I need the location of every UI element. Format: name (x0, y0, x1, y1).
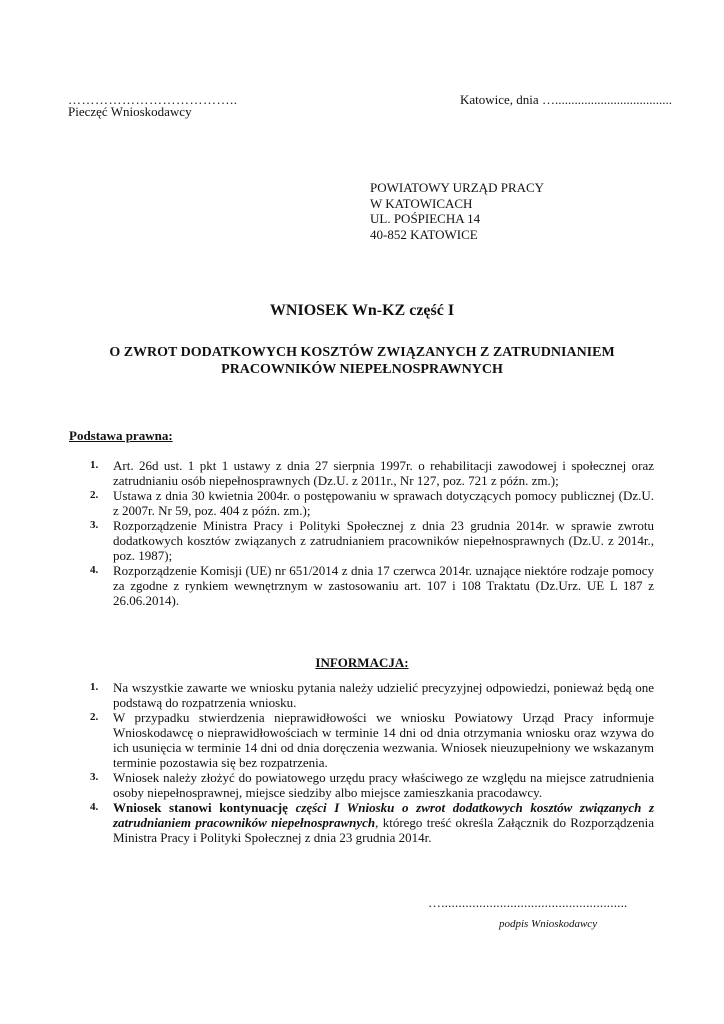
legal-basis-list (90, 458, 654, 608)
item-text: Ustawa z dnia 30 kwietnia 2004r. o postępowaniu w sprawach dotyczących pomocy publicznej (Dz.U. z 2007r. Nr 59, poz. 404 z późn. zm.); (113, 488, 654, 518)
legal-basis-item (90, 488, 654, 518)
item-number: 4. (90, 801, 99, 813)
document-subtitle (60, 344, 664, 378)
item-text: Wniosek należy złożyć do powiatowego urzędu pracy właściwego ze względu na miejsce zatrudnienia osoby niepełnosprawnej, miejsce siedziby albo miejsce zamieszkania pracodawcy. (113, 770, 654, 800)
item-number: 3. (90, 771, 99, 783)
item-text: , którego treść określa Załącznik do Rozporządzenia Ministra Pracy i Polityki Społecznej z dnia 23 grudnia 2014r. (113, 815, 654, 845)
recipient-address (370, 180, 544, 242)
item-number: 1. (90, 681, 99, 693)
item-number: 2. (90, 489, 99, 501)
item-number: 1. (90, 459, 99, 471)
address-line-4: 40-852 KATOWICE (370, 226, 478, 242)
subtitle-line-2: PRACOWNIKÓW NIEPEŁNOSPRAWNYCH (221, 362, 503, 377)
item-number: 3. (90, 519, 99, 531)
stamp-label: Pieczęć Wnioskodawcy (68, 104, 192, 119)
item-text: Na wszystkie zawarte we wniosku pytania należy udzielić precyzyjnej odpowiedzi, ponieważ będą one podstawą do rozpatrzenia wniosku. (113, 680, 654, 710)
item-text: Art. 26d ust. 1 pkt 1 ustawy z dnia 27 sierpnia 1997r. o rehabilitacji zawodowej i społecznej oraz zatrudnianiu osób niepełnosprawnych (Dz.U. z 2011r., Nr 127, poz. 721 z późn. zm.); (113, 458, 654, 488)
item-text: Rozporządzenie Ministra Pracy i Polityki Społecznej z dnia 23 grudnia 2014r. w sprawie zwrotu dodatkowych kosztów związanych z zatrudnianiem pracowników niepełnosprawnych (Dz.U. z 2014r., poz. 1987); (113, 518, 654, 563)
legal-basis-heading: Podstawa prawna: (69, 428, 173, 443)
information-item (90, 770, 654, 800)
legal-basis-item (90, 518, 654, 563)
item-text: Rozporządzenie Komisji (UE) nr 651/2014 z dnia 17 czerwca 2014r. uznające niektóre rodzaje pomocy za zgodne z rynkiem wewnętrznym w zastosowaniu art. 107 i 108 Traktatu (Dz.Urz. UE L 187 z 26.06.2014). (113, 563, 654, 608)
address-line-1: POWIATOWY URZĄD PRACY (370, 180, 545, 195)
item-bold-text: Wniosek stanowi kontynuację (113, 800, 288, 815)
information-list (90, 680, 654, 845)
information-item (90, 680, 654, 710)
signature-dots: …...................................................... (428, 895, 628, 910)
item-bold-italic-text: części I Wniosku o zwrot dodatkowych kosztów związanych z zatrudnianiem pracowników niepełnosprawnych (113, 800, 655, 830)
date-line: Katowice, dnia ….................................... (460, 92, 672, 107)
subtitle-line-1: O ZWROT DODATKOWYCH KOSZTÓW ZWIĄZANYCH Z ZATRUDNIANIEM (109, 345, 615, 360)
legal-basis-item (90, 563, 654, 608)
item-text: W przypadku stwierdzenia nieprawidłowości we wniosku Powiatowy Urząd Pracy informuje Wnioskodawcę o nieprawidłowościach w terminie 14 dni od dnia otrzymania wniosku oraz wzywa do ich usunięcia w terminie 14 dni od dnia doręczenia wezwania. Wniosek nieuzupełniony we wskazanym terminie pozostawia się bez rozpatrzenia. (113, 710, 654, 770)
address-line-3: UL. POŚPIECHA 14 (370, 211, 481, 226)
information-item (90, 800, 654, 845)
address-line-2: W KATOWICACH (370, 195, 473, 211)
signature-label: podpis Wnioskodawcy (499, 918, 598, 930)
information-item (90, 710, 654, 770)
item-number: 4. (90, 564, 99, 576)
information-heading: INFORMACJA: (315, 655, 409, 670)
legal-basis-item (90, 458, 654, 488)
item-number: 2. (90, 711, 99, 723)
stamp-placeholder-dots: ……………………………….. (68, 92, 238, 107)
document-title: WNIOSEK Wn-KZ część I (269, 302, 455, 319)
